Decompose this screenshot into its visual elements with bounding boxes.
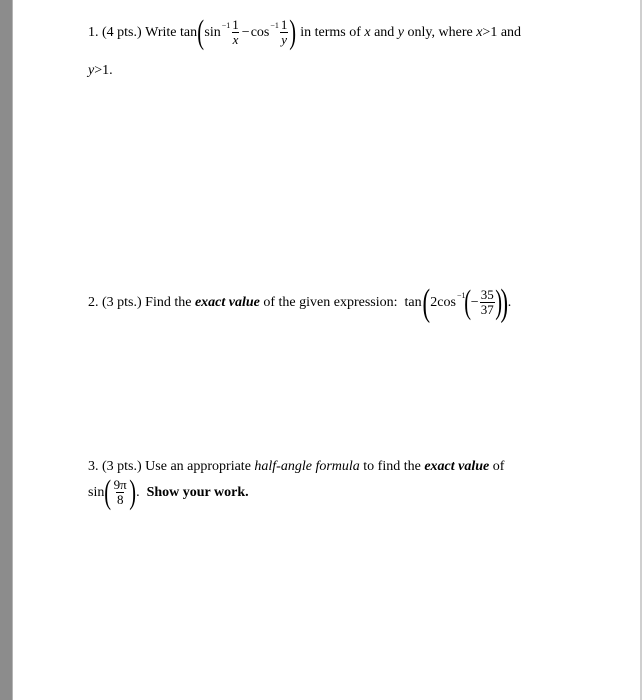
problem-3-emphasis-value: exact value [424,459,490,474]
cos-function: cos [250,24,270,40]
problem-1-line-1 [88,13,522,51]
fraction-denominator: 8 [116,492,124,507]
problem-2-points: (3 pts.) [102,294,142,310]
inner-left-paren: ( [464,283,472,321]
problem-1-tail-3: only, where [407,24,473,40]
coefficient-two: 2 [430,294,438,310]
problem-3-lead: Use an appropriate [145,459,251,474]
fraction-numerator: 1 [280,17,288,32]
fraction-35-over-37 [480,288,495,317]
fraction-numerator: 9π [113,477,127,492]
left-gutter [0,0,12,700]
problem-1-lead: Write [145,24,177,40]
left-paren: ( [104,473,112,511]
problem-1-points: (4 pts.) [102,24,142,40]
problem-3-line-2 [88,473,249,511]
var-x: x [364,24,371,40]
minus-sign: − [470,294,479,310]
show-work-instruction: Show your work. [146,484,249,500]
right-paren: ) [129,473,136,511]
cond-y-gt: >1. [94,63,113,78]
problem-3-number: 3. [88,459,99,474]
tan-function: tan [404,294,422,310]
right-paren: ) [289,13,297,51]
fraction-denominator: y [281,32,288,47]
fraction-one-over-y [280,18,289,47]
period: . [507,294,512,310]
problem-2-number: 2. [88,294,99,310]
fraction-9pi-over-8 [113,478,128,507]
fraction-denominator: x [232,32,239,47]
var-y: y [397,24,405,40]
fraction-one-over-x [231,18,240,47]
inverse-superscript: −1 [221,20,231,30]
tan-function: tan [179,24,198,40]
problem-1-tail-2: and [374,24,395,40]
cond-x: x [476,24,483,40]
page-edge [12,0,13,700]
problem-2-tail: of the given expression: [263,294,398,310]
period: . [136,484,140,500]
problem-3-mid: to find the [363,459,421,474]
inner-right-paren: ) [494,283,502,321]
outer-right-paren: ) [500,281,509,324]
cos-function: cos [437,294,456,310]
problem-2-emphasis: exact value [194,294,260,310]
inverse-superscript: −1 [456,290,466,300]
problem-1-number: 1. [88,24,99,40]
sin-function: sin [88,484,105,500]
problem-3-points: (3 pts.) [102,459,142,474]
cond-x-gt: >1 [482,24,498,40]
problem-2-lead: Find the [145,294,192,310]
sin-function: sin [204,24,221,40]
problem-1-tail-4: and [500,24,522,40]
problem-3-line-1 [88,458,504,476]
problem-1-line-2 [88,62,113,80]
fraction-numerator: 35 [480,287,494,302]
problem-1-tail-1: in terms of [300,24,361,40]
left-paren: ( [197,13,205,51]
fraction-denominator: 37 [480,302,494,317]
minus-sign: − [241,24,250,40]
outer-left-paren: ( [422,281,430,324]
problem-3-tail: of [492,459,505,474]
problem-3-emphasis-formula: half-angle formula [254,459,360,474]
inverse-superscript: −1 [270,20,279,30]
problem-2-line [88,281,512,324]
cond-y: y [88,63,95,78]
fraction-numerator: 1 [232,17,239,32]
